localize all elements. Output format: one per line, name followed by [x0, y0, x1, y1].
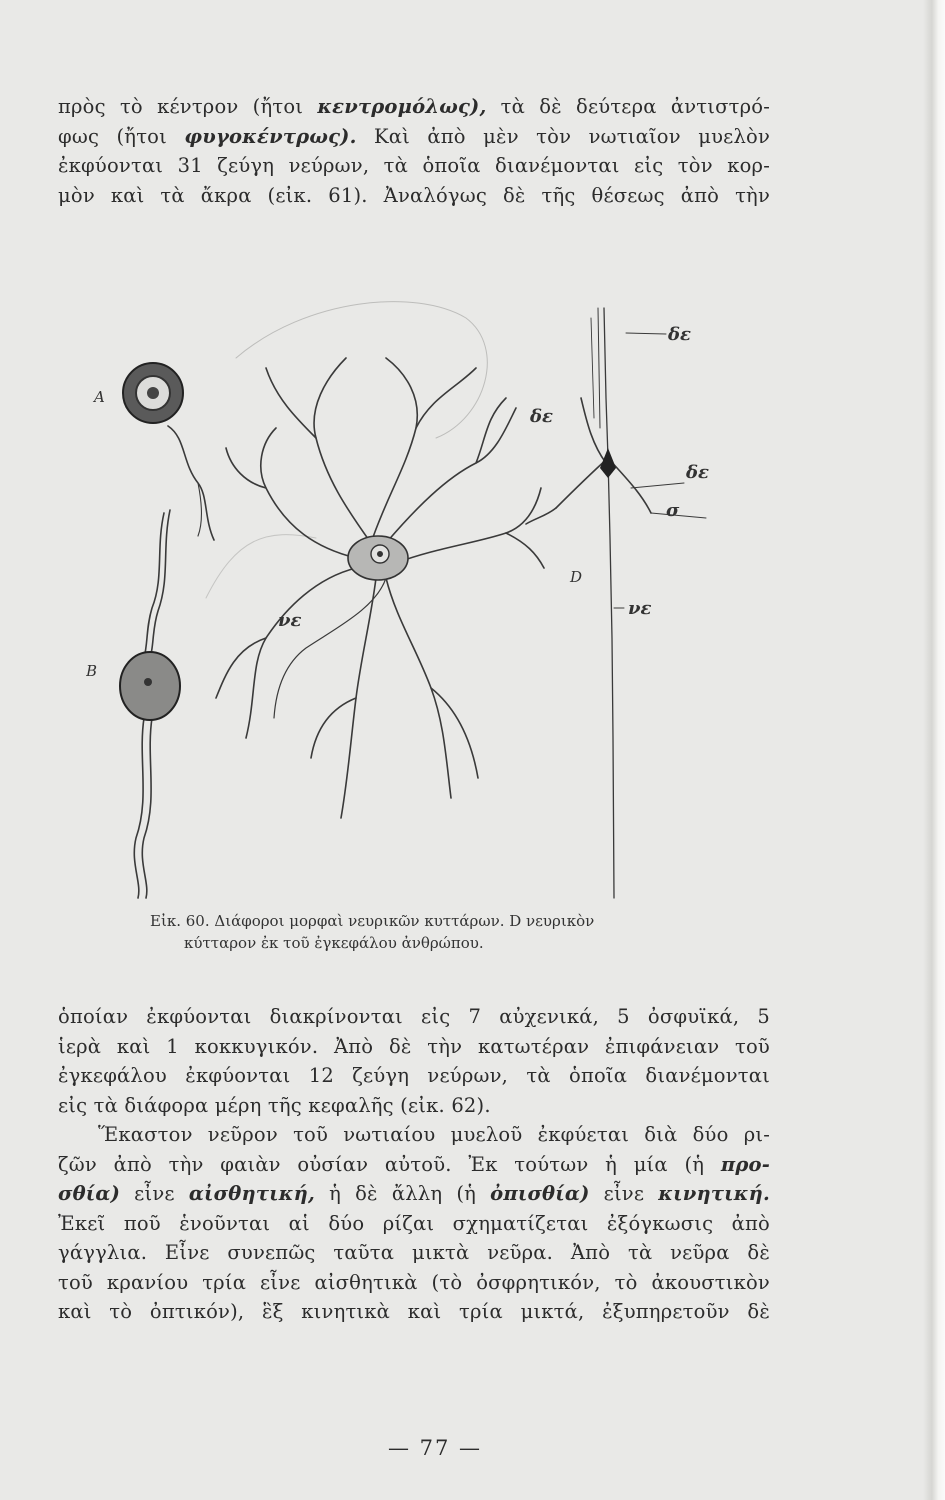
term-posterior: ὀπισθία) — [490, 1182, 590, 1205]
caption-line: Εἰκ. 60. Διάφοροι μορφαὶ νευρικῶν κυττάρων. D νευρικὸν — [150, 912, 595, 930]
neuron-drawing — [86, 278, 726, 910]
text-line: γάγγλια. Εἶνε συνεπῶς ταῦτα μικτὰ νεῦρα. Ἀπὸ τὰ νεῦρα δὲ — [58, 1241, 770, 1264]
label-sigma: σ — [666, 500, 680, 521]
cell-b-body — [120, 652, 180, 720]
text-run: τὰ δὲ δεύτερα ἀντιστρό- — [486, 95, 770, 118]
text-line: καὶ τὸ ὀπτικόν), ἓξ κινητικὰ καὶ τρία μικτά, ἐξυπηρετοῦν δὲ — [58, 1300, 770, 1323]
text-line — [58, 92, 770, 122]
cell-d-body — [600, 448, 616, 478]
text-run: εἶνε — [589, 1182, 659, 1205]
label-dendrite-3: δε — [686, 462, 709, 483]
text-line: εἰς τὰ διάφορα μέρη τῆς κεφαλῆς (εἰκ. 62). — [58, 1093, 491, 1117]
term-anterior: προ- — [720, 1152, 770, 1176]
text-line — [58, 122, 770, 152]
term-anterior-end: σθία) — [58, 1182, 121, 1205]
text-line: ἱερὰ καὶ 1 κοκκυγικόν. Ἀπὸ δὲ τὴν κατωτέραν ἐπιφάνειαν τοῦ — [58, 1034, 770, 1058]
text-line: τοῦ κρανίου τρία εἶνε αἰσθητικὰ (τὸ ὀσφρητικόν, τὸ ἀκουστικὸν — [58, 1270, 770, 1294]
paragraph-top — [58, 92, 770, 210]
text-run: φως (ἤτοι — [58, 124, 185, 148]
label-d: D — [570, 568, 583, 586]
label-axon-1: νε — [278, 610, 302, 631]
label-b: B — [86, 662, 98, 680]
text-run: εἶνε — [120, 1182, 189, 1205]
page-edge — [923, 0, 945, 1500]
text-run: πρὸς τὸ κέντρον (ἤτοι — [58, 95, 318, 118]
term-motor: κινητική. — [658, 1182, 770, 1205]
text-line: Ἐκεῖ ποῦ ἑνοῦνται αἱ δύο ρίζαι σχηματίζεται ἐξόγκωσις ἀπὸ — [58, 1211, 770, 1235]
label-a: A — [94, 388, 105, 406]
text-line: ὁποίαν ἐκφύονται διακρίνονται εἰς 7 αὐχενικά, 5 ὀσφυϊκά, 5 — [58, 1005, 770, 1028]
neuron-illustration — [86, 278, 726, 910]
label-dendrite-2: δε — [530, 406, 553, 427]
text-line — [58, 1179, 770, 1209]
text-line: ἐγκεφάλου ἐκφύονται 12 ζεύγη νεύρων, τὰ ὁποῖα διανέμονται — [58, 1064, 770, 1087]
text-run: ἡ δὲ ἄλλη (ἡ — [314, 1182, 491, 1205]
text-run: ζῶν ἀπὸ τὴν φαιὰν οὐσίαν αὐτοῦ. Ἐκ τούτων ἡ μία (ἡ — [58, 1152, 721, 1176]
text-line: μὸν καὶ τὰ ἄκρα (εἰκ. 61). Ἀναλόγως δὲ τῆς θέσεως ἀπὸ τὴν — [58, 183, 770, 207]
label-dendrite-1: δε — [668, 324, 691, 345]
term-centripetal: κεντρομόλως), — [317, 95, 487, 118]
page-number: — 77 — — [387, 1436, 483, 1460]
caption-line: κύτταρον ἐκ τοῦ ἐγκεφάλου ἀνθρώπου. — [184, 934, 484, 952]
figure-caption — [150, 910, 790, 954]
text-run: Καὶ ἀπὸ μὲν τὸν νωτιαῖον μυελὸν — [356, 124, 770, 148]
term-centrifugal: φυγοκέντρως). — [184, 124, 357, 148]
text-line: Ἕκαστον νεῦρον τοῦ νωτιαίου μυελοῦ ἐκφύεται διὰ δύο ρι- — [98, 1123, 770, 1146]
paragraph-bottom — [58, 1002, 770, 1327]
text-line — [58, 1150, 770, 1180]
text-line: ἐκφύονται 31 ζεύγη νεύρων, τὰ ὁποῖα διανέμονται εἰς τὸν κορ- — [58, 154, 770, 177]
term-sensory: αἰσθητική, — [188, 1182, 315, 1205]
label-axon-2: νε — [628, 598, 652, 619]
